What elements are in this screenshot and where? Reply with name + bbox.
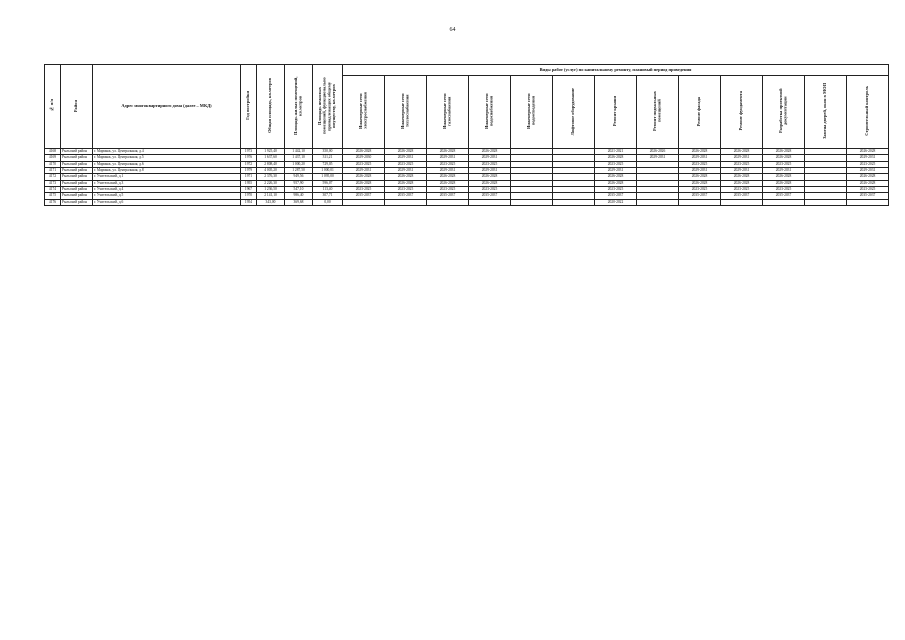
row-work-period: 2023-2025 (595, 187, 637, 193)
row-num: 4171 (45, 168, 61, 174)
row-work-period: 2026-2028 (763, 180, 805, 186)
row-work-period: 2029-2031 (343, 168, 385, 174)
row-num: 4173 (45, 180, 61, 186)
row-work-period: 2023-2025 (679, 161, 721, 167)
row-work-period: 2026-2026 (637, 149, 679, 155)
row-work-period: 2029-2031 (721, 155, 763, 161)
row-work-period: 2023-2025 (679, 187, 721, 193)
row-nonliving-area: 307,71 (313, 193, 343, 199)
row-living-area: 949,56 (285, 174, 313, 180)
row-nonliving-area: 1 095,00 (313, 174, 343, 180)
row-total-area: 2 376,30 (257, 174, 285, 180)
row-work-period: 2035-2037 (343, 193, 385, 199)
row-address: г. Мармыж, ул. Центральная, д.6 (93, 161, 241, 167)
row-work-period (385, 199, 427, 205)
row-nonliving-area: 596,07 (313, 180, 343, 186)
row-work-period: 2026-2028 (469, 180, 511, 186)
row-work-period: 2026-2028 (763, 174, 805, 180)
header-work-group: Виды работ (услуг) по капитальному ремонту, плановый период проведения (343, 65, 889, 76)
row-work-period: 2029-2031 (427, 168, 469, 174)
row-work-period: 2023-2025 (343, 187, 385, 193)
row-work-period: 2029-2031 (469, 168, 511, 174)
row-work-period: 2026-2028 (343, 174, 385, 180)
row-work-period: 2026-2028 (721, 180, 763, 186)
row-work-period: 2026-2028 (763, 149, 805, 155)
row-living-area: 1 442,10 (285, 149, 313, 155)
row-year: 1976 (241, 155, 257, 161)
row-address: г. Учительский, д.1 (93, 174, 241, 180)
row-total-area: 4 005,20 (257, 168, 285, 174)
row-work-period (343, 199, 385, 205)
header-num: № п/п (45, 65, 61, 149)
row-work-period: 2035-2037 (385, 193, 427, 199)
row-num: 4174 (45, 187, 61, 193)
row-work-period (553, 199, 595, 205)
row-work-period: 2023-2025 (343, 161, 385, 167)
row-work-period: 2035-2037 (847, 193, 889, 199)
row-work-period: 2029-2031 (385, 168, 427, 174)
row-work-period: 2026-2028 (721, 149, 763, 155)
header-work-5: Лифтовое оборудование (553, 76, 595, 149)
row-work-period: 2023-2025 (763, 161, 805, 167)
row-district: Рыльский район (61, 180, 93, 186)
row-work-period (805, 199, 847, 205)
row-living-area: 1 287,50 (285, 168, 313, 174)
header-living-area: Площадь жилых помещений, кв.метров (285, 65, 313, 149)
header-work-6: Ремонт крыши (595, 76, 637, 149)
row-work-period: 2026-2028 (427, 180, 469, 186)
row-work-period: 2026-2028 (595, 155, 637, 161)
row-year: 1971 (241, 174, 257, 180)
row-district: Рыльский район (61, 199, 93, 205)
capital-repair-table (44, 64, 889, 206)
row-district: Рыльский район (61, 193, 93, 199)
row-living-area: 1 000,20 (285, 161, 313, 167)
header-work-0: Инженерные сети электроснабжения (343, 76, 385, 149)
row-work-period: 2026-2028 (679, 174, 721, 180)
header-work-12: Строительный контроль (847, 76, 889, 149)
row-district: Рыльский район (61, 174, 93, 180)
row-work-period: 2029-2030 (343, 155, 385, 161)
row-nonliving-area: 350,00 (313, 149, 343, 155)
row-district: Рыльский район (61, 161, 93, 167)
row-work-period (427, 199, 469, 205)
row-work-period: 2029-2031 (847, 168, 889, 174)
row-work-period: 2029-2031 (595, 168, 637, 174)
row-work-period (679, 199, 721, 205)
row-work-period: 2026-2028 (763, 155, 805, 161)
row-work-period: 2021-2021 (595, 149, 637, 155)
row-year: 1970 (241, 193, 257, 199)
row-work-period (847, 199, 889, 205)
header-work-8: Ремонт фасада (679, 76, 721, 149)
row-work-period: 2026-2028 (595, 174, 637, 180)
row-work-period: 2023-2025 (763, 187, 805, 193)
row-work-period (763, 199, 805, 205)
row-work-period: 2026-2028 (847, 149, 889, 155)
row-address: г. Учительский, д.5 (93, 193, 241, 199)
row-nonliving-area: 729,05 (313, 161, 343, 167)
row-work-period: 2026-2028 (469, 174, 511, 180)
row-work-period: 2029-2031 (679, 168, 721, 174)
row-address: г. Мармыж, ул. Центральная, д.4 (93, 149, 241, 155)
row-work-period: 2026-2028 (847, 174, 889, 180)
row-work-period: 2026-2028 (343, 180, 385, 186)
row-work-period (469, 199, 511, 205)
row-total-area: 1 236,50 (257, 187, 285, 193)
row-work-period: 2023-2025 (847, 161, 889, 167)
row-work-period: 2023-2025 (595, 161, 637, 167)
header-work-10: Разработка проектной документации (763, 76, 805, 149)
row-address: г. Мармыж, ул. Центральная, д.5 (93, 155, 241, 161)
row-work-period: 2035-2037 (679, 193, 721, 199)
row-work-period: 2029-2031 (469, 155, 511, 161)
row-address: г. Мармыж, ул. Центральная, д.8 (93, 168, 241, 174)
row-living-area: 986,40 (285, 193, 313, 199)
header-year: Год постройки (241, 65, 257, 149)
row-work-period: 2026-2028 (427, 149, 469, 155)
row-work-period: 2023-2025 (427, 161, 469, 167)
row-work-period: 2035-2037 (469, 193, 511, 199)
row-district: Рыльский район (61, 168, 93, 174)
header-work-11: Замена дверей, окон в МОП (805, 76, 847, 149)
row-work-period: 2026-2028 (385, 180, 427, 186)
row-work-period: 2026-2028 (721, 174, 763, 180)
row-work-period: 2026-2028 (595, 180, 637, 186)
row-work-period: 2029-2031 (637, 155, 679, 161)
header-work-3: Инженерные сети водоснабжения (469, 76, 511, 149)
row-work-period: 2023-2025 (469, 187, 511, 193)
row-num: 4175 (45, 193, 61, 199)
row-work-period: 2026-2028 (385, 174, 427, 180)
row-nonliving-area: 113,40 (313, 187, 343, 193)
row-num: 4169 (45, 155, 61, 161)
row-work-period: 2023-2025 (721, 187, 763, 193)
row-total-area: 1 925,40 (257, 149, 285, 155)
row-work-period: 2026-2028 (385, 149, 427, 155)
table-row (45, 199, 889, 205)
row-work-period: 2023-2025 (721, 161, 763, 167)
row-year: 1973 (241, 149, 257, 155)
row-district: Рыльский район (61, 187, 93, 193)
row-num: 4172 (45, 174, 61, 180)
row-total-area: 2 226,30 (257, 180, 285, 186)
row-year: 1955 (241, 180, 257, 186)
row-year: 1967 (241, 187, 257, 193)
row-work-period: 2023-2025 (469, 161, 511, 167)
row-work-period: 2026-2028 (679, 149, 721, 155)
header-work-1: Инженерные сети теплоснабжения (385, 76, 427, 149)
row-total-area: 343,00 (257, 199, 285, 205)
row-living-area: 1 437,10 (285, 155, 313, 161)
row-num: 4170 (45, 161, 61, 167)
row-address: г. Учительский, д.6 (93, 199, 241, 205)
row-address: г. Учительский, д.4 (93, 187, 241, 193)
row-work-period: 2026-2028 (427, 174, 469, 180)
row-work-period (637, 199, 679, 205)
row-work-period: 2035-2037 (721, 193, 763, 199)
row-num: 4176 (45, 199, 61, 205)
header-work-2: Инженерные сети газоснабжения (427, 76, 469, 149)
header-address: Адрес многоквартирного дома (далее – МКД) (93, 65, 241, 149)
row-work-period: 2023-2025 (847, 187, 889, 193)
row-nonliving-area: 0,00 (313, 199, 343, 205)
row-work-period: 2029-2031 (427, 155, 469, 161)
header-work-7: Ремонт подвальных помещений (637, 76, 679, 149)
row-year: 1954 (241, 199, 257, 205)
row-total-area: 1 637,60 (257, 155, 285, 161)
row-work-period: 2023-2025 (385, 161, 427, 167)
row-district: Рыльский район (61, 149, 93, 155)
row-work-period: 2029-2031 (679, 155, 721, 161)
row-work-period: 2029-2031 (763, 168, 805, 174)
row-year: 1972 (241, 161, 257, 167)
row-work-period: 2020-2022 (595, 199, 637, 205)
row-work-period: 2035-2037 (595, 193, 637, 199)
header-work-9: Ремонт фундамента (721, 76, 763, 149)
row-work-period (721, 199, 763, 205)
page-number: 64 (449, 27, 456, 33)
row-living-area: 369,68 (285, 199, 313, 205)
header-work-4: Инженерные сети водоотведения (511, 76, 553, 149)
row-total-area: 2 808,40 (257, 161, 285, 167)
row-year: 1979 (241, 168, 257, 174)
header-district: Район (61, 65, 93, 149)
header-nonliving-area: Площадь нежилых помещений, функционально принадлежащих общему имуществу, кв.метров (313, 65, 343, 149)
row-nonliving-area: 311,21 (313, 155, 343, 161)
row-num: 4168 (45, 149, 61, 155)
row-work-period: 2026-2028 (343, 149, 385, 155)
header-total-area: Общая площадь, кв.метров (257, 65, 285, 149)
row-work-period: 2035-2037 (427, 193, 469, 199)
row-living-area: 547,10 (285, 187, 313, 193)
row-district: Рыльский район (61, 155, 93, 161)
row-work-period: 2029-2031 (847, 155, 889, 161)
row-work-period: 2026-2028 (469, 149, 511, 155)
row-living-area: 957,90 (285, 180, 313, 186)
row-work-period: 2026-2028 (847, 180, 889, 186)
row-work-period: 2023-2025 (385, 187, 427, 193)
row-total-area: 2 141,10 (257, 193, 285, 199)
row-work-period (511, 199, 553, 205)
row-address: г. Учительский, д.3 (93, 180, 241, 186)
row-work-period: 2029-2031 (385, 155, 427, 161)
row-work-period: 2035-2037 (763, 193, 805, 199)
row-nonliving-area: 1 000,01 (313, 168, 343, 174)
row-work-period: 2029-2031 (721, 168, 763, 174)
row-work-period: 2023-2025 (427, 187, 469, 193)
row-work-period: 2026-2028 (679, 180, 721, 186)
